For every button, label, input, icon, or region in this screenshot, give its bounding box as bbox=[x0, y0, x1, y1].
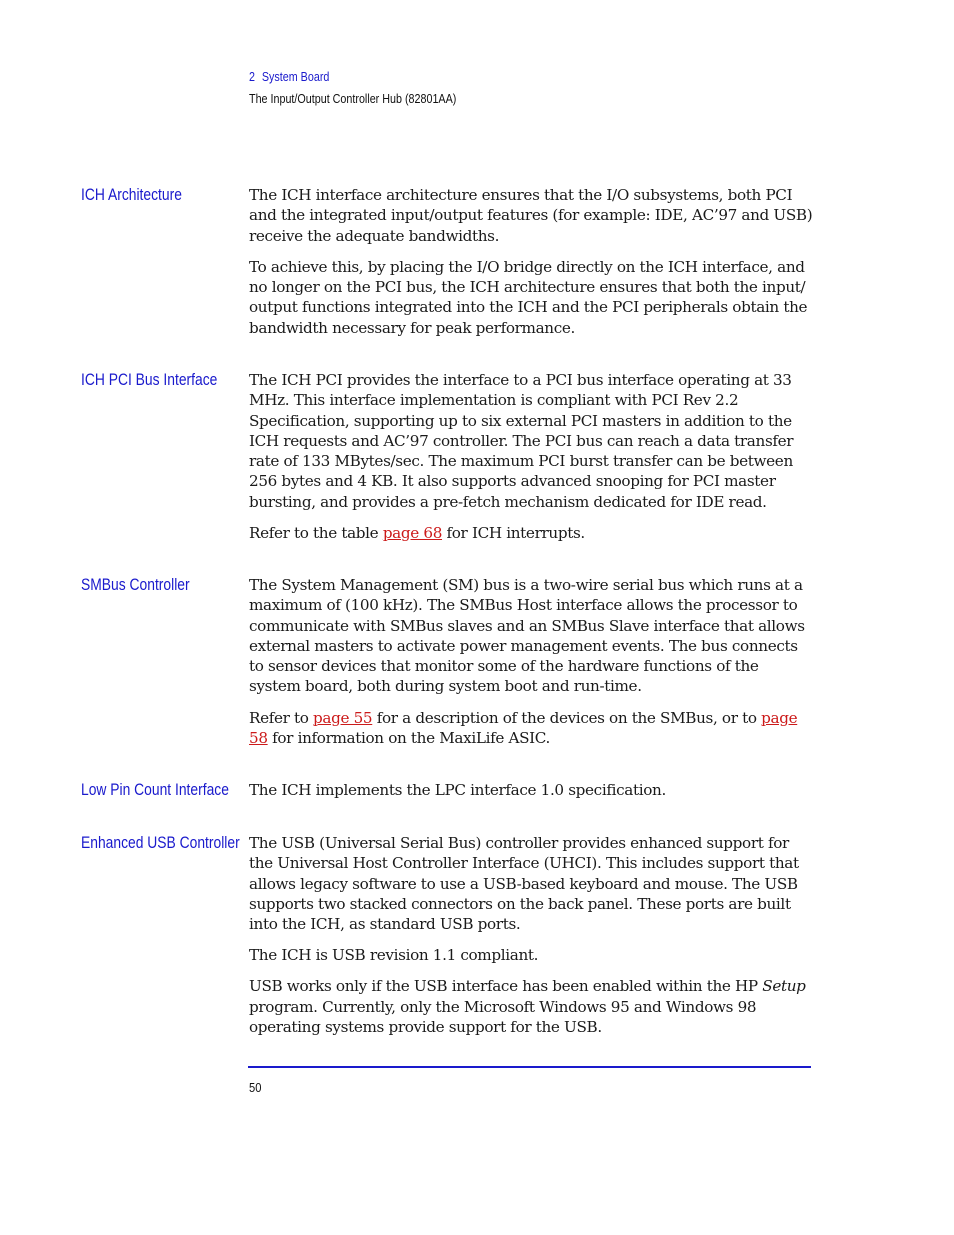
chapter-name: System Board bbox=[261, 70, 330, 84]
paragraph: The ICH PCI provides the interface to a PCI bus interface operating at 33 MHz. This interface implementation is compliant with PCI Rev 2.2 Specification, supporting up to six external PCI masters in addition to the ICH requests and AC’97 controller. The PCI bus can reach a data transfer rate of 133 MBytes/sec. The maximum PCI burst transfer can be between 256 bytes and 4 KB. It also supports advanced snooping for PCI master bursting, and provides a pre-fetch mechanism dedicated for IDE read. bbox=[249, 371, 794, 511]
paragraph bbox=[249, 708, 814, 749]
heading-smbus-controller: SMBus Controller bbox=[81, 576, 190, 594]
text: Refer to the table bbox=[249, 523, 383, 542]
paragraph: The ICH implements the LPC interface 1.0 specification. bbox=[249, 781, 666, 799]
text: for a description of the devices on the SMBus, or to bbox=[372, 708, 762, 727]
heading-ich-pci-bus-interface: ICH PCI Bus Interface bbox=[81, 371, 218, 389]
body-ich-pci-bus-interface bbox=[249, 370, 814, 554]
paragraph bbox=[249, 523, 814, 543]
paragraph: The ICH interface architecture ensures that the I/O subsystems, both PCI and the integrated input/output features (for example: IDE, AC’97 and USB) receive the adequate bandwidths. bbox=[249, 186, 813, 245]
chapter-number: 2 bbox=[249, 70, 255, 84]
paragraph: The ICH is USB revision 1.1 compliant. bbox=[249, 946, 539, 965]
text: Refer to bbox=[249, 708, 314, 727]
paragraph bbox=[249, 976, 814, 1037]
page-number: 50 bbox=[249, 1080, 262, 1095]
setup-program-name: Setup bbox=[762, 977, 806, 996]
heading-ich-architecture: ICH Architecture bbox=[81, 186, 182, 204]
body-smbus-controller bbox=[249, 575, 814, 759]
heading-enhanced-usb-controller: Enhanced USB Controller bbox=[81, 834, 240, 852]
body-ich-architecture bbox=[249, 185, 814, 349]
section-subtitle: The Input/Output Controller Hub (82801AA) bbox=[249, 92, 457, 106]
chapter-title bbox=[249, 69, 456, 86]
page-68-link[interactable]: page 68 bbox=[382, 523, 443, 542]
page-58-link[interactable]: page 58 bbox=[249, 708, 798, 747]
body-enhanced-usb-controller bbox=[249, 833, 814, 1048]
running-header bbox=[249, 69, 490, 108]
page-55-link[interactable]: page 55 bbox=[313, 708, 373, 727]
body-low-pin-count-interface bbox=[249, 780, 814, 811]
text: for information on the MaxiLife ASIC. bbox=[267, 728, 550, 747]
text: program. Currently, only the Microsoft Windows 95 and Windows 98 operating systems provide support for the USB. bbox=[249, 997, 757, 1036]
paragraph: The System Management (SM) bus is a two-wire serial bus which runs at a maximum of (100 kHz). The SMBus Host interface allows the processor to communicate with SMBus slaves and an SMBus Slave interface that allows external masters to activate power management events. The bus connects to sensor devices that monitor some of the hardware functions of the system board, both during system boot and run-time. bbox=[249, 576, 805, 696]
paragraph: To achieve this, by placing the I/O bridge directly on the ICH interface, and no longer on the PCI bus, the ICH architecture ensures that both the input/ output functions integrated into the ICH and the PCI peripherals obtain the bandwidth necessary for peak performance. bbox=[249, 257, 808, 337]
text: for ICH interrupts. bbox=[442, 523, 585, 542]
text: USB works only if the USB interface has been enabled within the HP bbox=[249, 977, 763, 996]
footer-rule bbox=[248, 1066, 811, 1068]
paragraph: The USB (Universal Serial Bus) controller provides enhanced support for the Universal Host Controller Interface (UHCI). This includes support that allows legacy software to use a USB-based keyboard and mouse. The USB supports two stacked connectors on the back panel. These ports are built into the ICH, as standard USB ports. bbox=[249, 834, 799, 934]
heading-low-pin-count-interface: Low Pin Count Interface bbox=[81, 781, 229, 799]
